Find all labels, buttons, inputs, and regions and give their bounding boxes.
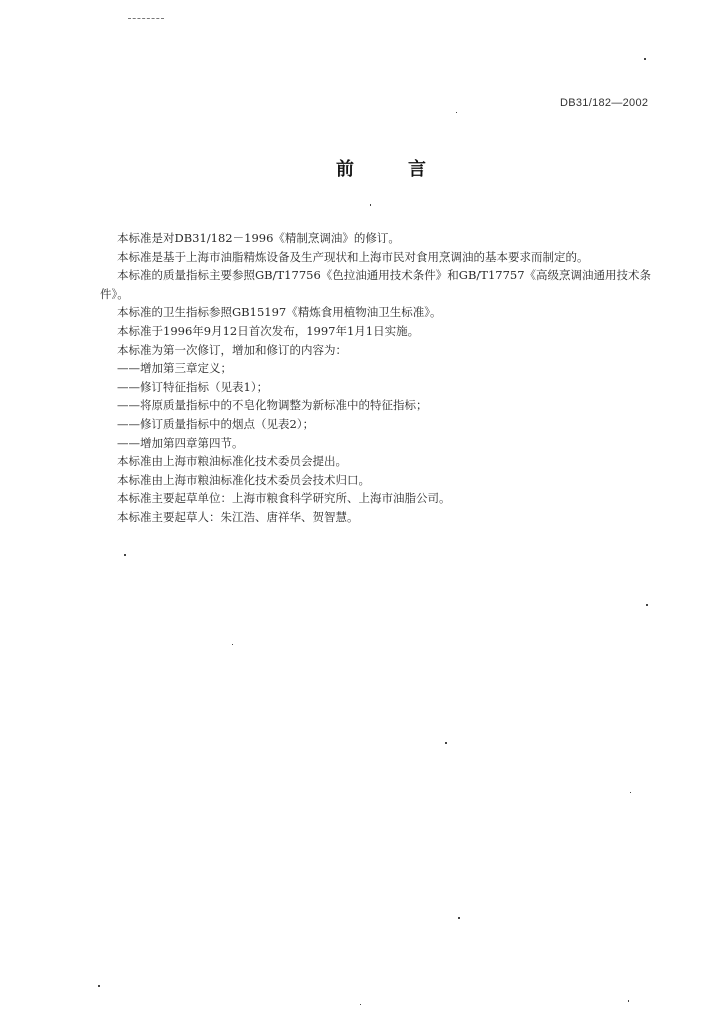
list-item-change: ——增加第四章第四节。: [117, 435, 244, 450]
list-item-change: ——修订质量指标中的烟点（见表2）；: [117, 416, 315, 431]
paragraph-revision-note: 本标准是对DB31/182－1996《精制烹调油》的修订。: [117, 231, 400, 245]
document-code: DB31/182—2002: [560, 97, 649, 109]
list-item-change: ——修订特征指标（见表1）；: [117, 379, 269, 394]
paragraph-first-issue: 本标准于1996年9月12日首次发布，1997年1月1日实施。: [117, 323, 420, 338]
paragraph-drafting-units: 本标准主要起草单位：上海市粮食科学研究所、上海市油脂公司。: [117, 491, 451, 506]
scan-speck: [124, 554, 126, 556]
scan-artifact-mark: [128, 18, 164, 20]
scan-speck: [458, 917, 460, 919]
paragraph-drafters: 本标准主要起草人：朱江浩、唐祥华、贺智慧。: [117, 509, 359, 524]
list-item-change: ——将原质量指标中的不皂化物调整为新标准中的特征指标；: [117, 398, 428, 413]
page-title: [336, 155, 428, 181]
list-item-change: ——增加第三章定义；: [117, 361, 232, 376]
paragraph-quality-reference: 本标准的质量指标主要参照GB/T17756《色拉油通用技术条件》和GB/T17757《高级烹调油通用技术条件》。: [100, 268, 652, 301]
paragraph-centralized-by: 本标准由上海市粮油标准化技术委员会技术归口。: [117, 472, 370, 487]
paragraph-hygiene-reference: 本标准的卫生指标参照GB15197《精炼食用植物油卫生标准》。: [117, 305, 442, 320]
title-char-2: 言: [408, 159, 428, 180]
scan-speck: [232, 644, 233, 645]
title-char-1: 前: [336, 159, 356, 180]
paragraph-proposed-by: 本标准由上海市粮油标准化技术委员会提出。: [117, 454, 347, 469]
scan-speck: [628, 1000, 629, 1002]
scan-speck: [360, 1004, 361, 1005]
scan-speck: [445, 742, 447, 744]
scan-speck: [644, 58, 646, 60]
scan-speck: [646, 604, 648, 606]
foreword-body: [100, 229, 675, 527]
scan-speck: [630, 792, 631, 793]
scan-speck: [370, 204, 371, 206]
scan-speck: [98, 985, 100, 987]
paragraph-basis: 本标准是基于上海市油脂精炼设备及生产现状和上海市民对食用烹调油的基本要求而制定的。: [117, 249, 589, 264]
paragraph-changes-intro: 本标准为第一次修订，增加和修订的内容为：: [117, 342, 347, 357]
scan-speck: [456, 112, 457, 113]
